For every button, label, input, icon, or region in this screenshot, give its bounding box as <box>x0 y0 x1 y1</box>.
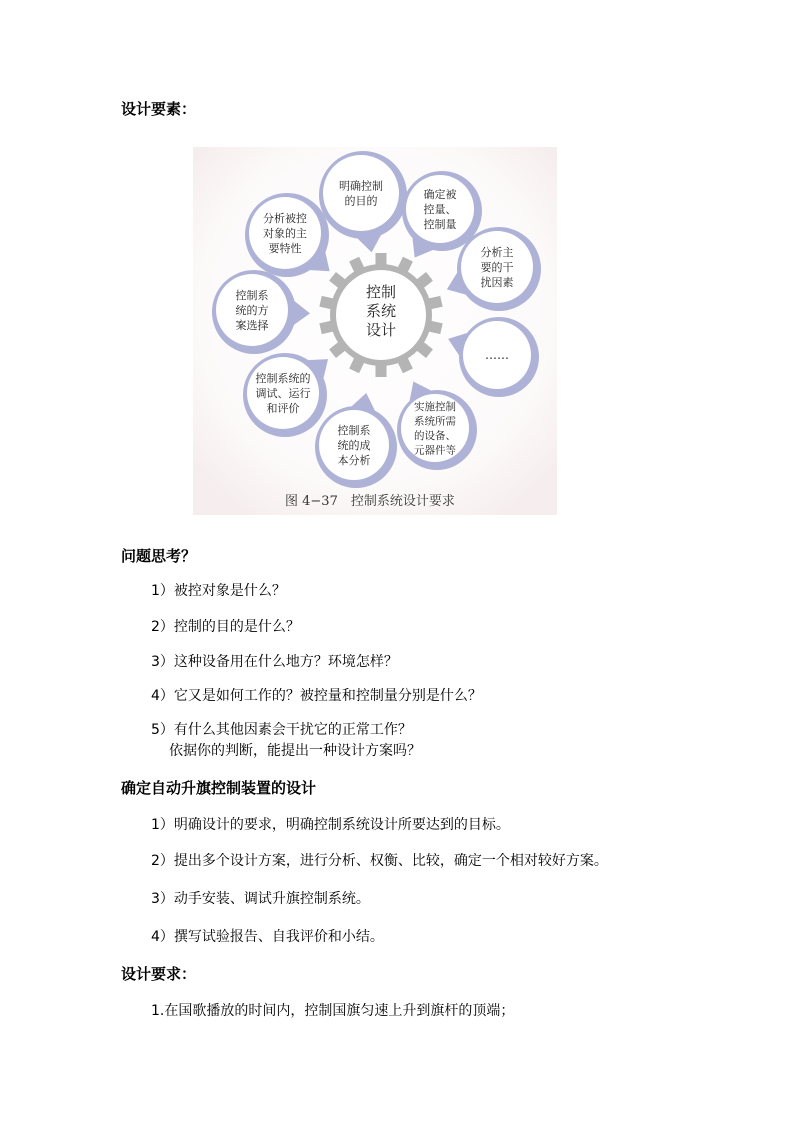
questions-heading: 问题思考？ <box>121 547 197 565</box>
design-elements-heading: 设计要素： <box>121 100 197 118</box>
bubble-face <box>323 155 399 231</box>
bubble-label: 分析被控对象的主要特性 <box>263 211 307 255</box>
question-item: 3）这种设备用在什么地方？环境怎样？ <box>151 654 398 670</box>
bubble-label: …… <box>485 348 509 363</box>
design-step: 4）撰写试验报告、自我评价和小结。 <box>151 929 384 945</box>
design-step: 3）动手安装、调试升旗控制系统。 <box>151 891 370 907</box>
bubble-label: 明确控制的目的 <box>339 179 383 208</box>
figure-caption: 图 4−37 控制系统设计要求 <box>285 494 455 509</box>
bubble-label: 控制系统的方案选择 <box>235 288 269 332</box>
question-item: 1）被控对象是什么？ <box>151 583 286 599</box>
bubble-label: 确定被控量、控制量 <box>423 187 457 231</box>
question-extra: 依据你的判断，能提出一种设计方案吗？ <box>169 743 421 759</box>
design-section-heading: 确定自动升旗控制装置的设计 <box>121 779 317 797</box>
bubble-label: 分析主要的干扰因素 <box>480 245 514 289</box>
design-step: 2）提出多个设计方案，进行分析、权衡、比较，确定一个相对较好方案。 <box>151 853 608 869</box>
design-requirements-figure <box>193 147 557 515</box>
question-item: 5）有什么其他因素会干扰它的正常工作？ <box>151 722 412 738</box>
design-step: 1）明确设计的要求，明确控制系统设计所要达到的目标。 <box>151 817 510 833</box>
question-item: 2）控制的目的是什么？ <box>151 619 300 635</box>
requirement-item: 1.在国歌播放的时间内，控制国旗匀速上升到旗杆的顶端； <box>151 1003 515 1019</box>
question-item: 4）它又是如何工作的？被控量和控制量分别是什么？ <box>151 688 482 704</box>
bubble-label: 控制系统的调试、运行和评价 <box>255 371 311 415</box>
requirements-heading: 设计要求： <box>121 965 197 983</box>
bubble-label: 实施控制系统所需的设备、元器件等 <box>414 400 456 457</box>
center-label: 控制系统设计 <box>365 283 397 339</box>
bubble-label: 控制系统的成本分析 <box>337 423 371 467</box>
